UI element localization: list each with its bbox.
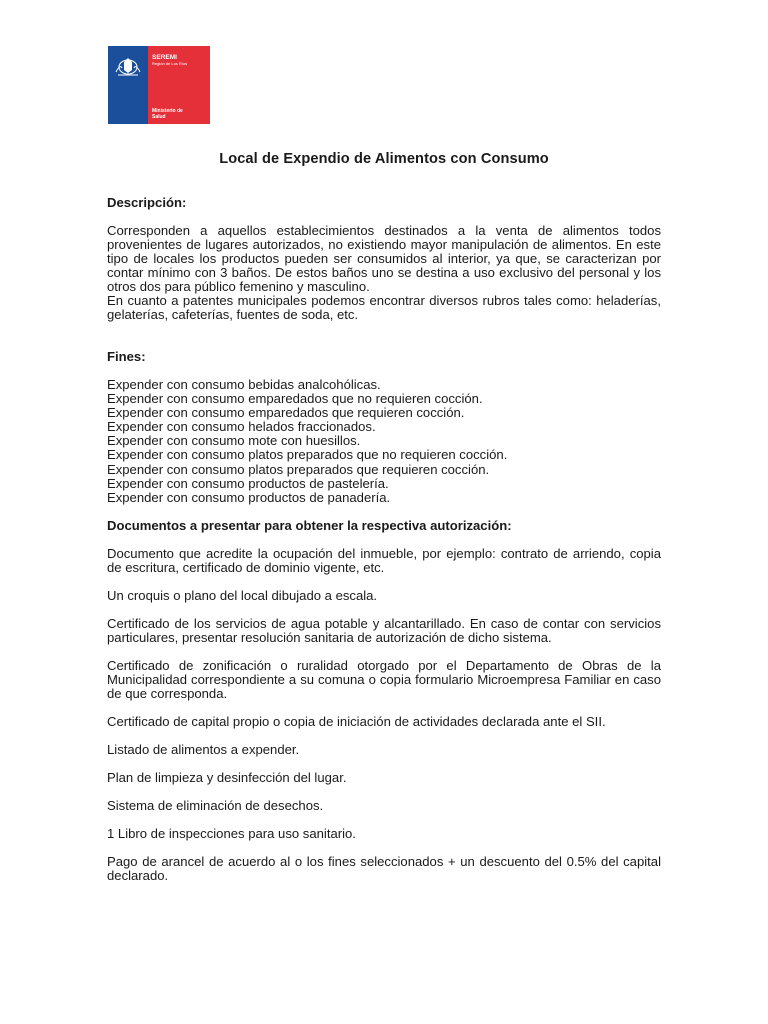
logo-red-panel — [148, 46, 210, 124]
documentos-item: Pago de arancel de acuerdo al o los fines seleccionados + un descuento del 0.5% del capital declarado. — [107, 853, 661, 883]
fines-item: Expender con consumo mote con huesillos. — [107, 433, 361, 449]
fines-item: Expender con consumo platos preparados que requieren cocción. — [107, 461, 490, 477]
documentos-item: Certificado de los servicios de agua potable y alcantarillado. En caso de contar con servicios particulares, presentar resolución sanitaria de autorización de dicho sistema. — [107, 615, 661, 645]
seremi-logo — [108, 46, 210, 124]
documentos-item: Listado de alimentos a expender. — [107, 741, 300, 757]
descripcion-paragraph-1: Corresponden a aquellos establecimientos destinados a la venta de alimentos todos provenientes de lugares autorizados, no existiendo mayor manipulación de alimentos. En este tipo de locales los productos pueden ser consumidos al interior, ya que, se caracterizan por contar mínimo con 3 baños. De estos baños uno se destina a uso exclusivo del personal y los otros dos para público femenino y masculino. — [107, 223, 661, 294]
documentos-item: Un croquis o plano del local dibujado a escala. — [107, 587, 378, 603]
descripcion-paragraph-2: En cuanto a patentes municipales podemos encontrar diversos rubros tales como: heladerías, gelaterías, cafeterías, fuentes de soda, etc. — [107, 293, 661, 322]
fines-item: Expender con consumo productos de panadería. — [107, 489, 391, 505]
fines-item: Expender con consumo emparedados que no requieren cocción. — [107, 391, 483, 407]
documentos-item: Sistema de eliminación de desechos. — [107, 797, 324, 813]
document-body — [107, 152, 661, 883]
logo-ministry-text — [152, 108, 183, 120]
logo-region-text: Región de Los Ríos — [152, 61, 188, 66]
coat-of-arms-icon — [112, 52, 144, 78]
fines-item: Expender con consumo productos de pastelería. — [107, 475, 389, 491]
fines-item: Expender con consumo emparedados que requieren cocción. — [107, 405, 465, 421]
descripcion-heading: Descripción: — [107, 195, 187, 210]
fines-item: Expender con consumo platos preparados que no requieren cocción. — [107, 447, 508, 463]
documentos-item: Certificado de zonificación o ruralidad otorgado por el Departamento de Obras de la Municipalidad correspondiente a su comuna o copia formulario Microempresa Familiar en caso de que corresponda. — [107, 657, 661, 701]
logo-seremi-text: SEREMI — [152, 54, 177, 61]
documentos-item: Documento que acredite la ocupación del inmueble, por ejemplo: contrato de arriendo, copia de escritura, certificado de dominio vigente, etc. — [107, 545, 661, 575]
logo-blue-panel — [108, 46, 148, 124]
logo-ministry-line2: Salud — [152, 114, 166, 120]
page-title: Local de Expendio de Alimentos con Consumo — [219, 151, 549, 167]
fines-item: Expender con consumo helados fraccionados. — [107, 419, 376, 435]
documentos-item: Certificado de capital propio o copia de iniciación de actividades declarada ante el SII. — [107, 713, 606, 729]
documentos-heading: Documentos a presentar para obtener la respectiva autorización: — [107, 517, 512, 533]
fines-list — [107, 378, 661, 505]
documentos-item: 1 Libro de inspecciones para uso sanitario. — [107, 825, 356, 841]
fines-heading: Fines: — [107, 349, 146, 364]
documentos-item: Plan de limpieza y desinfección del lugar. — [107, 769, 347, 785]
logo-ministry-line1: Ministerio de — [152, 108, 183, 114]
fines-item: Expender con consumo bebidas analcohólicas. — [107, 377, 381, 392]
